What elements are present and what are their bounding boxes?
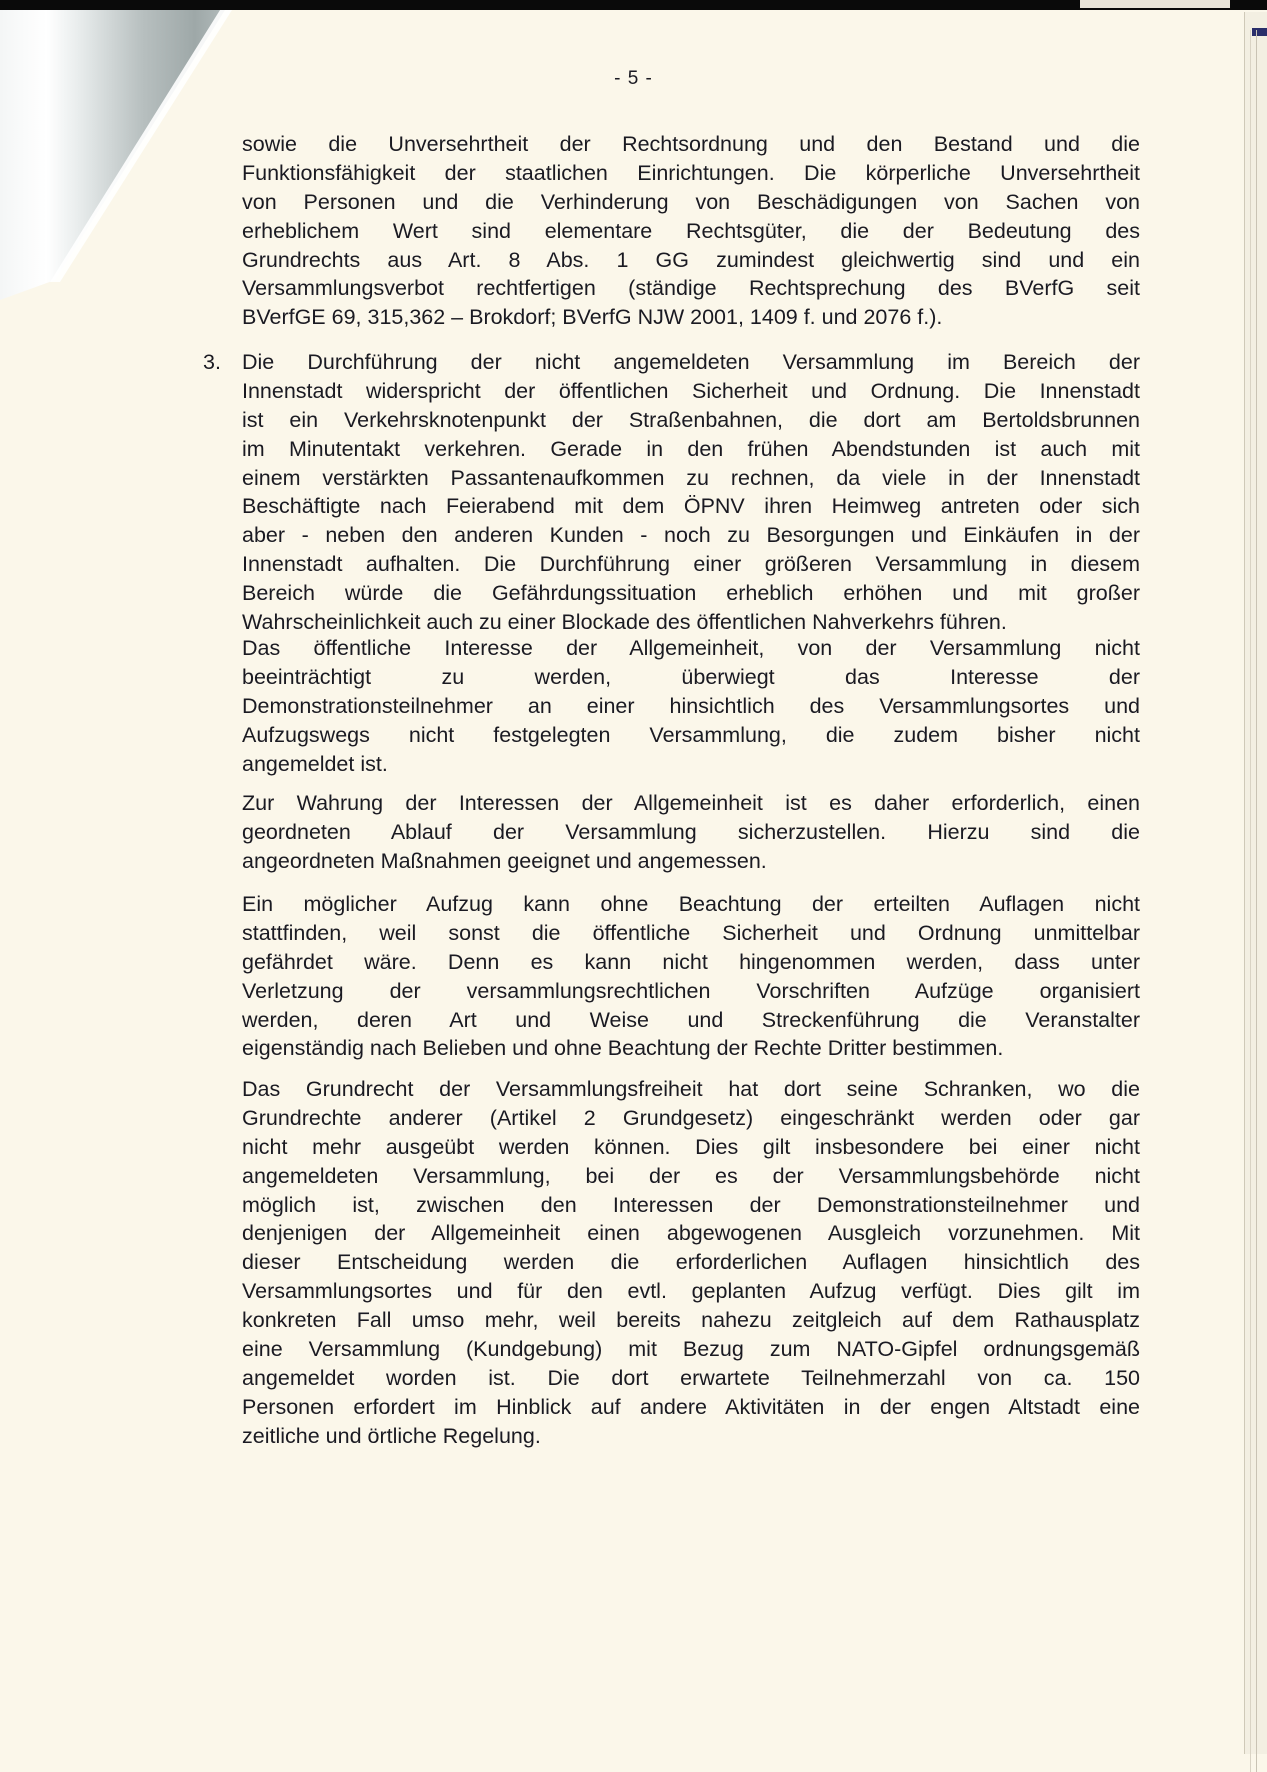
text-line: Ein möglicher Aufzug kann ohne Beachtung der erteilten Auflagen nicht [242, 892, 1140, 916]
text-line: erheblichem Wert sind elementare Rechtsgüter, die der Bedeutung des [242, 218, 1140, 243]
text-line: Versammlungsverbot rechtfertigen (ständige Rechtsprechung des BVerfG seit [242, 276, 1140, 301]
text-line: Funktionsfähigkeit der staatlichen Einrichtungen. Die körperliche Unversehrtheit [242, 160, 1140, 185]
text-line: aber - neben den anderen Kunden - noch zu Besorgungen und Einkäufen in der [242, 523, 1140, 548]
text-line: werden, deren Art und Weise und Streckenführung die Veranstalter [242, 1007, 1140, 1032]
text-line: denjenigen der Allgemeinheit einen abgewogenen Ausgleich vorzunehmen. Mit [242, 1221, 1140, 1246]
text-line: Innenstadt widerspricht der öffentlichen Sicherheit und Ordnung. Die Innenstadt [242, 378, 1140, 403]
text-line: angemeldeten Versammlung, bei der es der Versammlungsbehörde nicht [242, 1163, 1140, 1188]
text-line: eigenständig nach Belieben und ohne Beachtung der Rechte Dritter bestimmen. [242, 1036, 1004, 1061]
text-line: Grundrechte anderer (Artikel 2 Grundgesetz) eingeschränkt werden oder gar [242, 1105, 1140, 1130]
text-line: Das Grundrecht der Versammlungsfreiheit hat dort seine Schranken, wo die [242, 1077, 1140, 1101]
paragraph-continuation [242, 130, 1140, 332]
text-line: Die Durchführung der nicht angemeldeten Versammlung im Bereich der [242, 350, 1140, 374]
text-line: einem verstärkten Passantenaufkommen zu rechnen, da viele in der Innenstadt [242, 465, 1140, 490]
text-line: stattfinden, weil sonst die öffentliche Sicherheit und Ordnung unmittelbar [242, 920, 1140, 945]
text-line: möglich ist, zwischen den Interessen der Demonstrationsteilnehmer und [242, 1192, 1140, 1217]
text-line: Innenstadt aufhalten. Die Durchführung einer größeren Versammlung in diesem [242, 552, 1140, 577]
paper-edge-shadow [1252, 28, 1267, 36]
text-line: Verletzung der versammlungsrechtlichen Vorschriften Aufzüge organisiert [242, 978, 1140, 1003]
text-line: im Minutentakt verkehren. Gerade in den frühen Abendstunden ist auch mit [242, 436, 1140, 461]
page-number: - 5 - [614, 68, 653, 89]
text-line: konkreten Fall umso mehr, weil bereits nahezu zeitgleich auf dem Rathausplatz [242, 1308, 1140, 1333]
text-line: Demonstrationsteilnehmer an einer hinsichtlich des Versammlungsortes und [242, 693, 1140, 718]
text-line: Aufzugswegs nicht festgelegten Versammlung, die zudem bisher nicht [242, 722, 1140, 747]
paper-edge-line [1250, 30, 1251, 1772]
scan-top-border-gap [1080, 0, 1230, 8]
text-line: eine Versammlung (Kundgebung) mit Bezug zum NATO-Gipfel ordnungsgemäß [242, 1337, 1140, 1362]
text-line: ist ein Verkehrsknotenpunkt der Straßenbahnen, die dort am Bertoldsbrunnen [242, 407, 1140, 432]
list-item-number: 3. [203, 350, 221, 374]
paragraph-fundamental-right [242, 1075, 1140, 1451]
text-line: angemeldet worden ist. Die dort erwartete Teilnehmerzahl von ca. 150 [242, 1365, 1140, 1390]
text-line: Beschäftigte nach Feierabend mit dem ÖPNV ihren Heimweg antreten oder sich [242, 494, 1140, 519]
text-line: gefährdet wäre. Denn es kann nicht hingenommen werden, dass unter [242, 949, 1140, 974]
text-line: zeitliche und örtliche Regelung. [242, 1423, 541, 1448]
text-line: Personen erfordert im Hinblick auf andere Aktivitäten in der engen Altstadt eine [242, 1394, 1140, 1419]
text-line: Bereich würde die Gefährdungssituation erheblich erhöhen und mit großer [242, 581, 1140, 606]
scan-top-border [0, 0, 1267, 10]
text-line: BVerfGE 69, 315,362 – Brokdorf; BVerfG NJW 2001, 1409 f. und 2076 f.). [242, 305, 943, 330]
paragraph-procession [242, 890, 1140, 1063]
paragraph-item-3 [242, 348, 1140, 637]
text-line: dieser Entscheidung werden die erforderlichen Auflagen hinsichtlich des [242, 1250, 1140, 1275]
paragraph-public-interest [242, 634, 1140, 778]
text-line: angemeldet ist. [242, 751, 388, 776]
text-line: Das öffentliche Interesse der Allgemeinheit, von der Versammlung nicht [242, 636, 1140, 660]
text-line: Zur Wahrung der Interessen der Allgemeinheit ist es daher erforderlich, einen [242, 791, 1140, 815]
text-line: Versammlungsortes und für den evtl. geplanten Aufzug verfügt. Dies gilt im [242, 1279, 1140, 1304]
text-line: geordneten Ablauf der Versammlung sicherzustellen. Hierzu sind die [242, 819, 1140, 844]
text-line: Wahrscheinlichkeit auch zu einer Blockade des öffentlichen Nahverkehrs führen. [242, 610, 1007, 635]
text-line: von Personen und die Verhinderung von Beschädigungen von Sachen von [242, 189, 1140, 214]
paper-edge-line [1256, 30, 1257, 1772]
text-line: nicht mehr ausgeübt werden können. Dies gilt insbesondere bei einer nicht [242, 1134, 1140, 1159]
text-line: Grundrechts aus Art. 8 Abs. 1 GG zumindest gleichwertig sind und ein [242, 247, 1140, 272]
text-line: beeinträchtigt zu werden, überwiegt das Interesse der [242, 664, 1140, 689]
text-line: angeordneten Maßnahmen geeignet und angemessen. [242, 848, 767, 873]
paragraph-orderly-conduct [242, 789, 1140, 876]
paper-edge-line [1244, 12, 1245, 1754]
text-line: sowie die Unversehrtheit der Rechtsordnung und den Bestand und die [242, 132, 1140, 156]
